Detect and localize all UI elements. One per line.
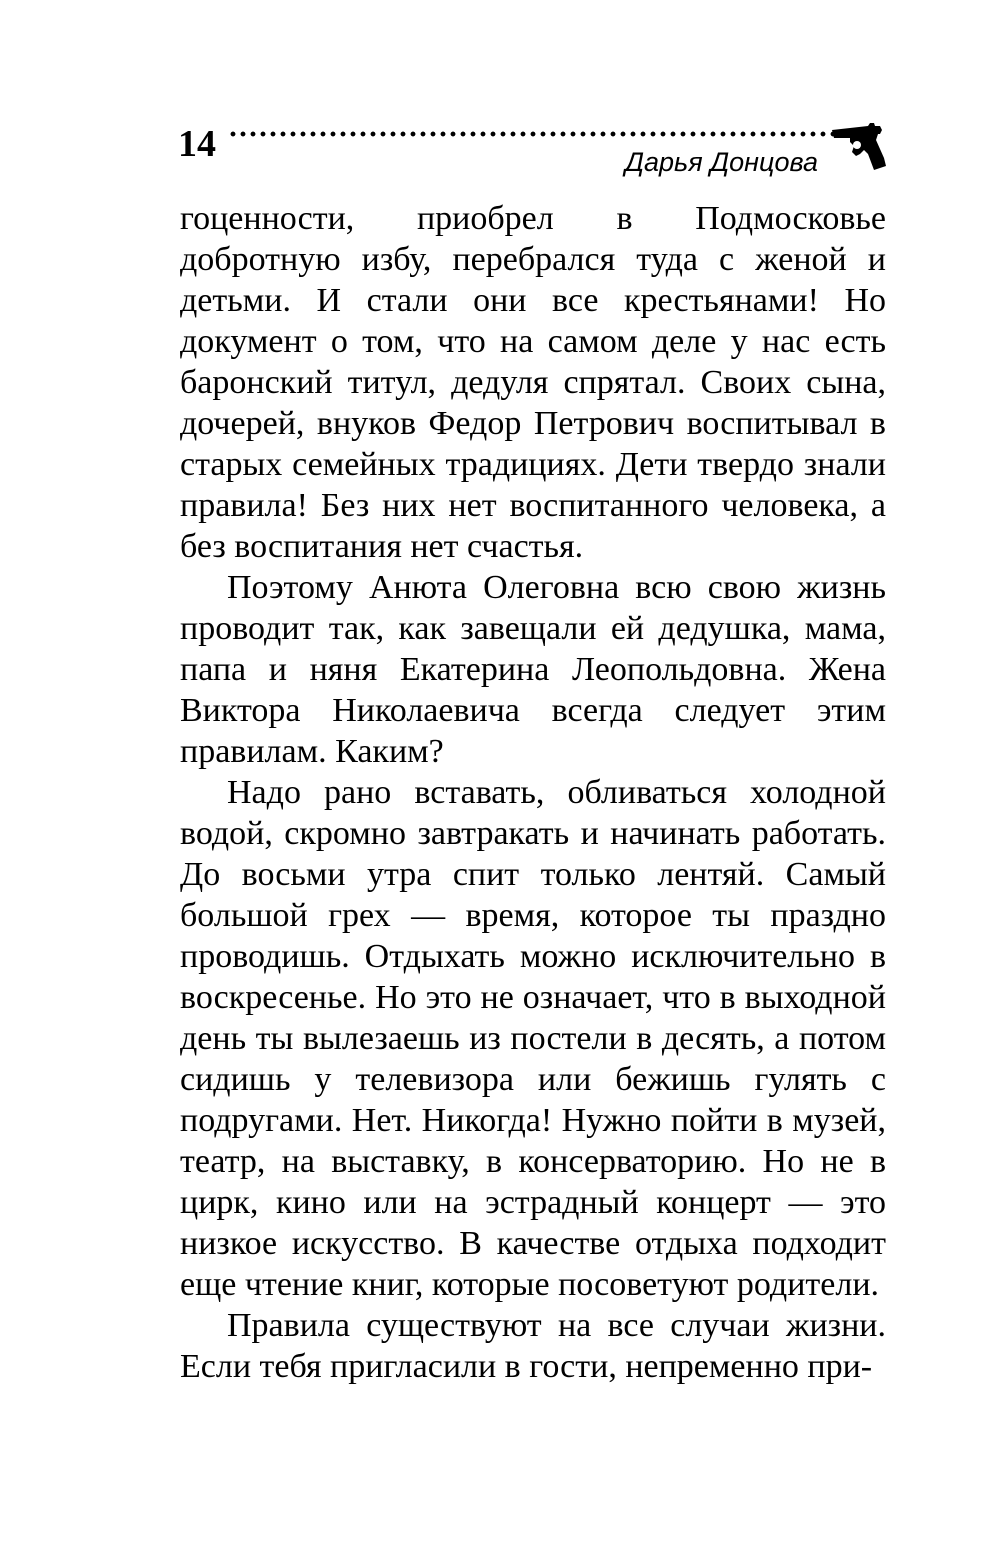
paragraph: Поэтому Анюта Олеговна всю свою жизнь проводит так, как завещали ей дедушка, мама, папа и няня Екатерина Леопольдовна. Жена Виктора Николаевича всегда следует этим правилам. Каким? — [180, 569, 886, 770]
running-header — [178, 120, 890, 180]
paragraph: гоценности, приобрел в Подмосковье добротную избу, перебрался туда с женой и детьми. И стали они все крестьянами! Но документ о том, что на самом деле у нас есть баронский титул, дедуля спрятал. Своих сына, дочерей, внуков Федор Петрович воспитывал в старых семейных традициях. Дети твердо знали правила! Без них нет воспитанного человека, а без воспитания нет счастья. — [180, 200, 886, 565]
paragraph: Правила существуют на все случаи жизни. Если тебя пригласили в гости, непременно при- — [180, 1307, 886, 1385]
revolver-icon — [830, 120, 890, 172]
running-author: Дарья Донцова — [624, 147, 818, 177]
body-text — [180, 198, 886, 1387]
paragraph: Надо рано вставать, обливаться холодной водой, скромно завтракать и начинать работать. До восьми утра спит только лентяй. Самый большой грех — время, которое ты праздно проводишь. Отдыхать можно исключительно в воскресенье. Но это не означает, что в выходной день ты вылезаешь из постели в десять, а потом сидишь у телевизора или бежишь гулять с подругами. Нет. Никогда! Нужно пойти в музей, театр, на выставку, в консерваторию. Но не в цирк, кино или на эстрадный концерт — это низкое искусство. В качестве отдыха подходит еще чтение книг, которые посоветуют родители. — [180, 774, 886, 1303]
page-number: 14 — [178, 123, 216, 165]
dotted-rule — [228, 130, 836, 138]
